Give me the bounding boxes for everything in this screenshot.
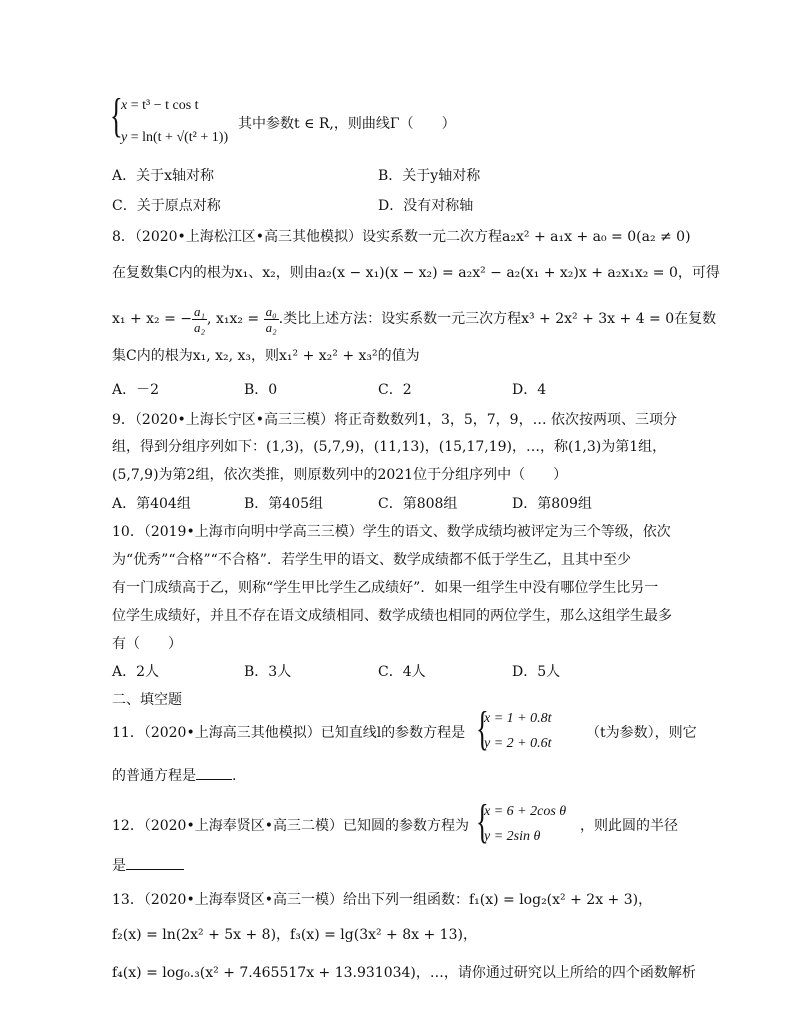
q7-question-tail: 其中参数t ∈ R,，则曲线Γ（ ） xyxy=(238,116,456,132)
q11-equation-2: y = 2 + 0.6t xyxy=(484,736,552,751)
q13-line-2: f₂(x) = ln(2x² + 5x + 8)，f₃(x) = lg(3x² + 8x + 13)， xyxy=(112,927,477,943)
q11-equation-1: x = 1 + 0.8t xyxy=(484,711,552,726)
q11-line-1-pre: 11．（2020•上海高三其他模拟）已知直线l的参数方程是 xyxy=(112,725,466,741)
q12-equation-1: x = 6 + 2cos θ xyxy=(484,804,567,819)
q12-line-1-pre: 12．（2020•上海奉贤区•高三二模）已知圆的参数方程为 xyxy=(112,818,469,834)
q8-line-2: 在复数集C内的根为x₁、x₂，则由a₂(x − x₁)(x − x₂) = a₂x² − a₂(x₁ + x₂)x + a₂x₁x₂ = 0，可得 xyxy=(112,265,720,281)
q10-line-3: 有一门成绩高于乙，则称“学生甲比学生乙成绩好”．如果一组学生中没有哪位学生比另一 xyxy=(112,580,659,596)
q10-option-a: A．2人 xyxy=(112,664,160,680)
q8-option-b: B．0 xyxy=(244,382,278,398)
q12-line-1-post: ，则此圆的半径 xyxy=(580,818,678,834)
q10-line-2: 为“优秀”“合格”“不合格”．若学生甲的语文、数学成绩都不低于学生乙，且其中至少 xyxy=(112,552,631,568)
q10-line-4: 位学生成绩好，并且不存在语文成绩相同、数学成绩也相同的两位学生，那么这组学生最多 xyxy=(112,608,672,624)
answer-blank[interactable] xyxy=(126,857,184,870)
q10-line-5: 有（ ） xyxy=(112,636,182,652)
q9-line-2: 组，得到分组序列如下：(1,3)，(5,7,9)，(11,13)，(15,17,19)，…，称(1,3)为第1组， xyxy=(112,439,667,455)
q8-line-3: x₁ + x₂ = − $\frac{\text{a₁}}{\text{a₂}}$ , x₁x₂ = $\frac{\text{a₀}}{\text{a₂}}$ .类比上述方法：设实系数一元三次方程x³ + 2x² + 3x + 4 = 0在复数 xyxy=(112,303,717,335)
system-brace: { xyxy=(476,702,489,755)
q8-line-4: 集C内的根为x₁, x₂, x₃，则x₁² + x₂² + x₃²的值为 xyxy=(112,348,420,364)
q9-option-c: C．第808组 xyxy=(378,496,458,512)
q9-option-a: A．第404组 xyxy=(112,496,191,512)
q8-option-a: A．－2 xyxy=(112,382,160,398)
q8-option-d: D．4 xyxy=(512,382,547,398)
q10-option-d: D．5人 xyxy=(512,664,561,680)
q7-option-d: D．没有对称轴 xyxy=(378,198,474,214)
q7-equation-1: x = t³ − t cos t xyxy=(121,98,199,113)
q13-line-3: f₄(x) = log₀.₃(x² + 7.465517x + 13.931034)，…，请你通过研究以上所给的四个函数解析 xyxy=(112,965,696,981)
q10-option-c: C．4人 xyxy=(378,664,426,680)
q10-option-b: B．3人 xyxy=(244,664,292,680)
fraction-a0-a2: $\frac{\text{a₀}}{\text{a₂}}$ xyxy=(265,303,277,335)
q7-equation-2: y = ln(t + √(t² + 1)) xyxy=(121,130,229,145)
answer-blank[interactable] xyxy=(196,767,232,780)
q8-line-1: 8．（2020•上海松江区•高三其他模拟）设实系数一元二次方程a₂x² + a₁x + a₀ = 0(a₂ ≠ 0) xyxy=(112,229,691,245)
q9-option-d: D．第809组 xyxy=(512,496,592,512)
fraction-a1-a2: $\frac{\text{a₁}}{\text{a₂}}$ xyxy=(194,303,206,335)
q7-option-c: C．关于原点对称 xyxy=(112,198,221,214)
q11-line-2: 的普通方程是 . xyxy=(112,768,237,784)
q9-line-1: 9．（2020•上海长宁区•高三三模）将正奇数数列1，3，5，7，9，… 依次按两项、三项分 xyxy=(112,412,678,428)
q12-equation-2: y = 2sin θ xyxy=(484,829,541,844)
q7-option-b: B．关于y轴对称 xyxy=(378,168,481,184)
system-brace: { xyxy=(110,89,123,142)
q9-option-b: B．第405组 xyxy=(244,496,324,512)
q13-line-1: 13．（2020•上海奉贤区•高三一模）给出下列一组函数：f₁(x) = log₂(x² + 2x + 3)， xyxy=(112,892,653,908)
q8-option-c: C．2 xyxy=(378,382,412,398)
system-brace: { xyxy=(476,795,489,848)
q9-line-3: (5,7,9)为第2组，依次类推，则原数列中的2021位于分组序列中（ ） xyxy=(112,467,568,483)
q7-option-a: A．关于x轴对称 xyxy=(112,168,215,184)
section-heading-fill-in: 二、填空题 xyxy=(112,692,182,708)
q12-line-2: 是 xyxy=(112,856,184,876)
q10-line-1: 10．（2019•上海市向明中学高三三模）学生的语文、数学成绩均被评定为三个等级，依次 xyxy=(112,524,671,540)
q11-line-1-post: （t为参数），则它 xyxy=(586,725,697,741)
